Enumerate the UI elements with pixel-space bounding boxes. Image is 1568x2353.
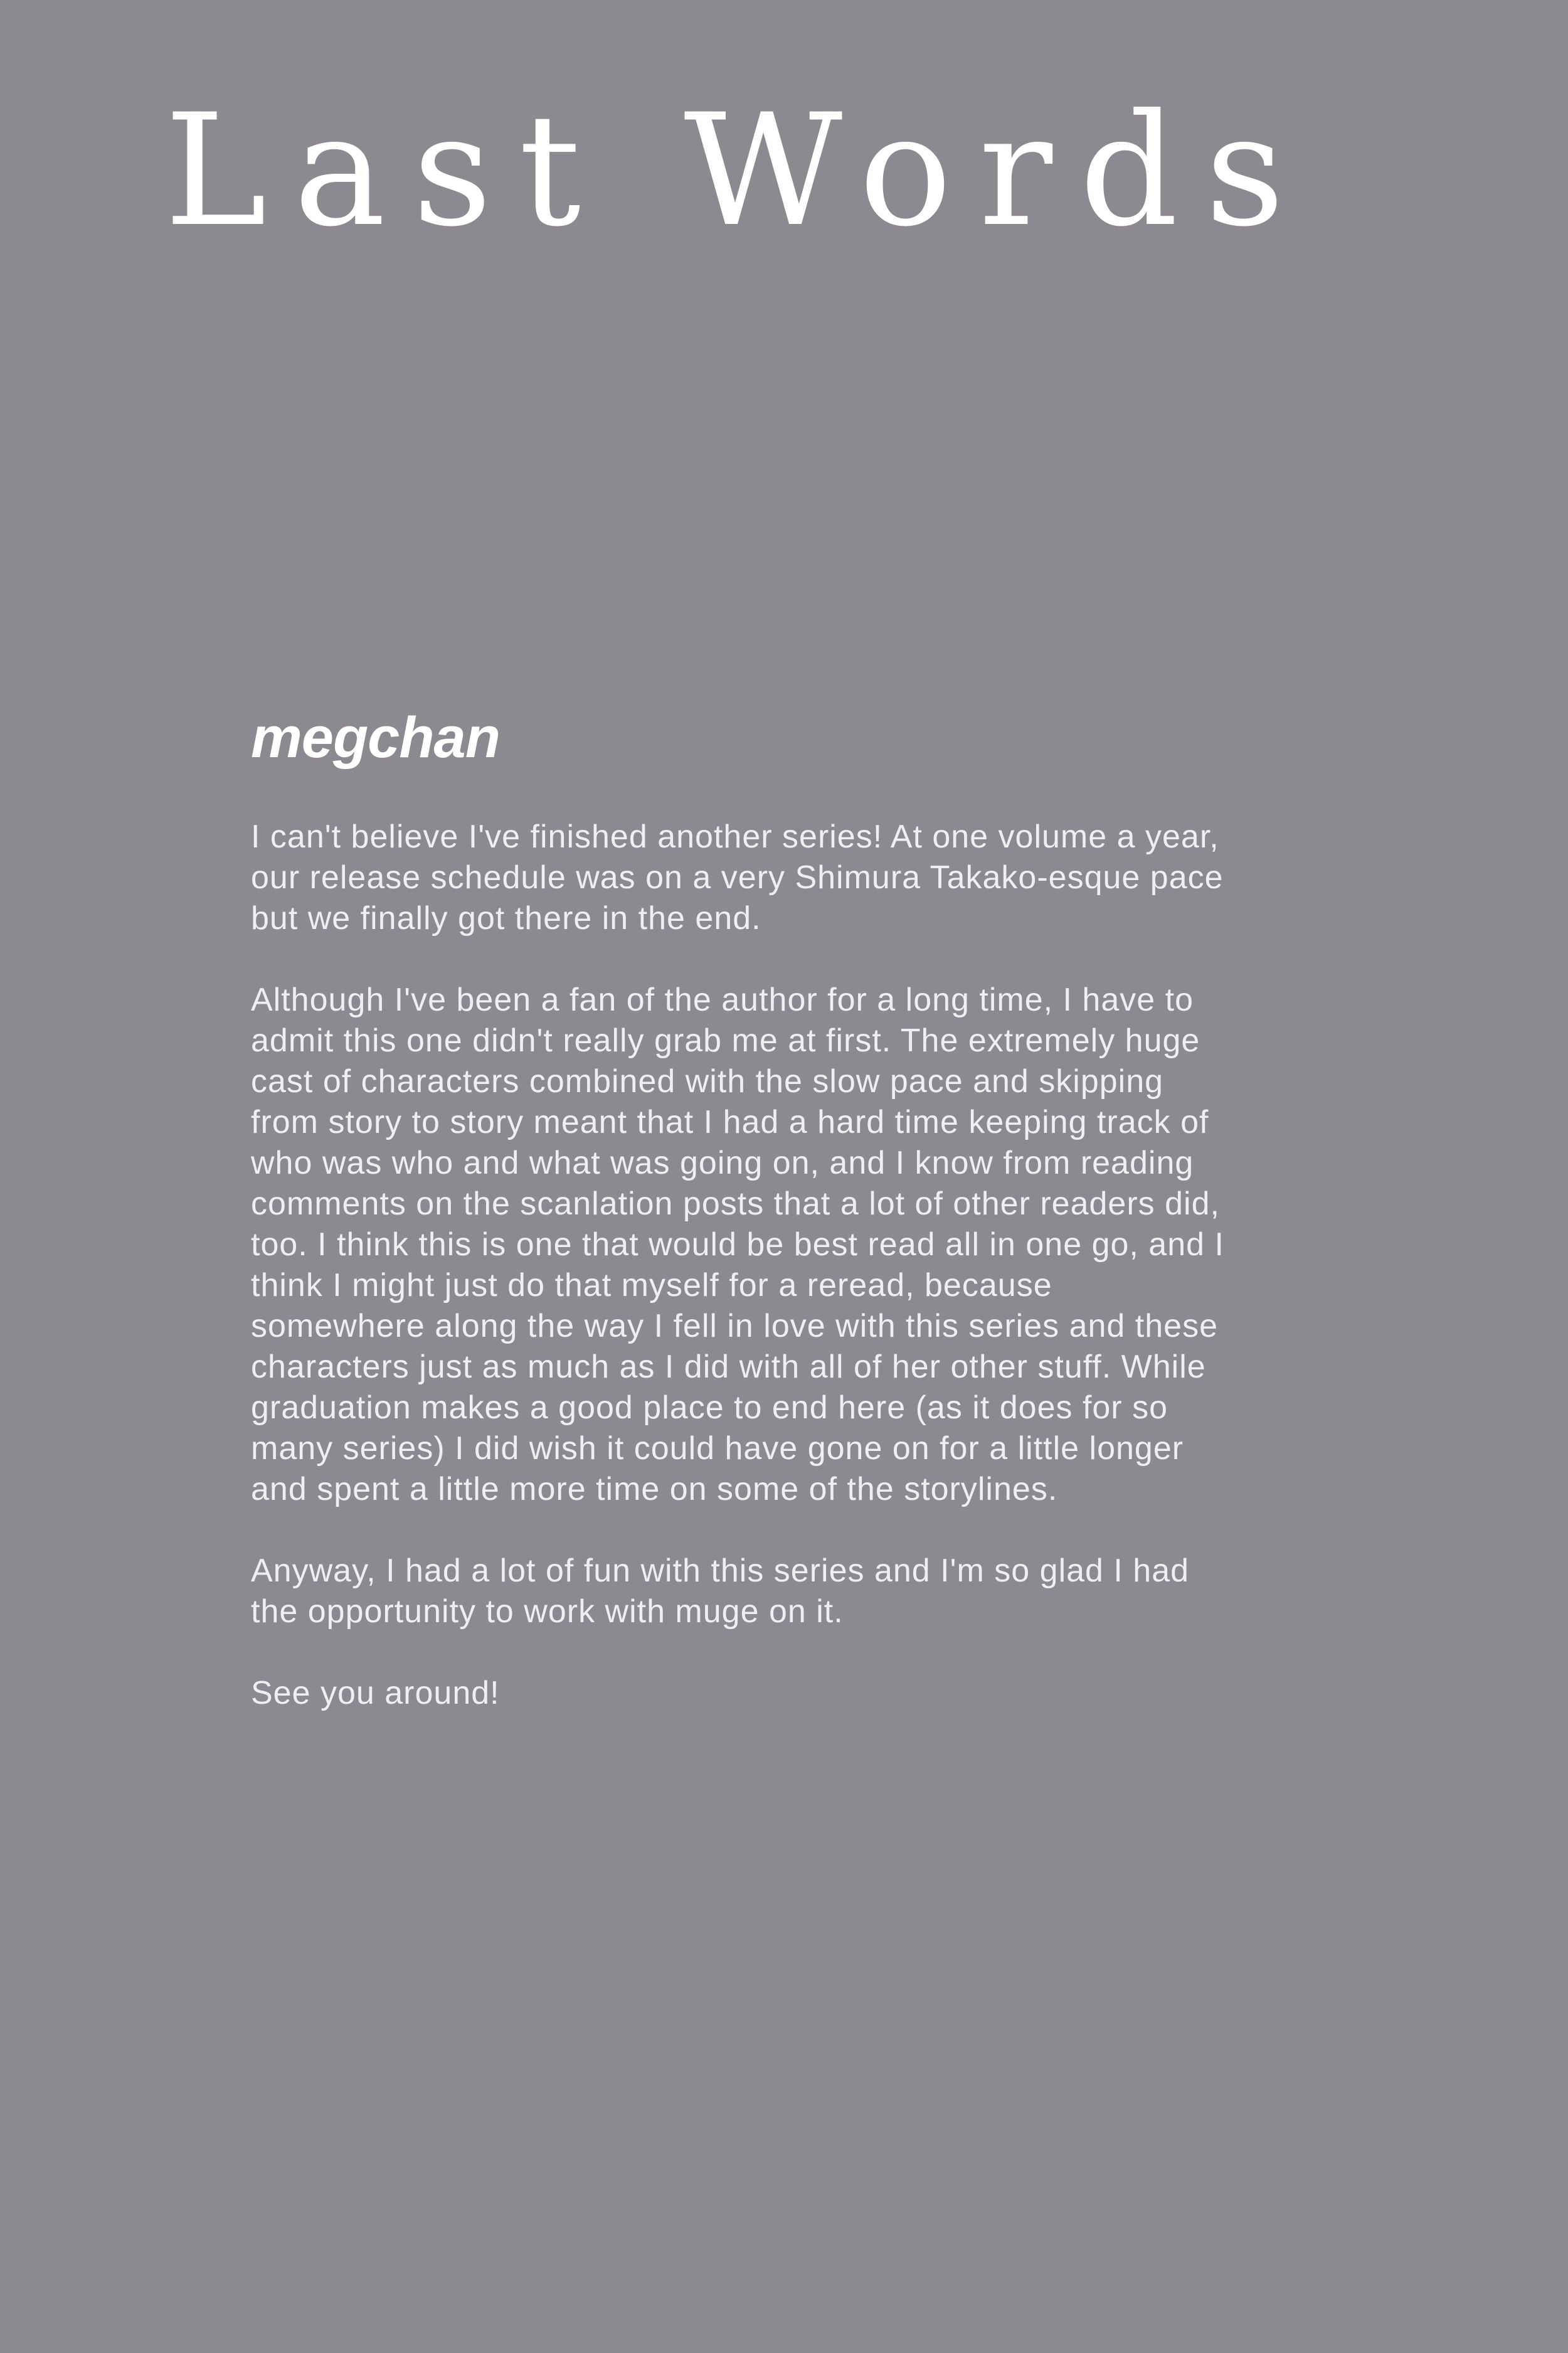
note-sign-off: See you around! bbox=[251, 1675, 500, 1711]
note-body bbox=[251, 817, 1305, 1755]
author-name: megchan bbox=[251, 706, 500, 770]
page-title: Last Words bbox=[164, 82, 1311, 261]
note-paragraph: I can't believe I've finished another series! At one volume a year, our release schedule was on a very Shimura Takako-esque pace but we finally got there in the end. bbox=[251, 819, 1224, 937]
note-paragraph: Although I've been a fan of the author for a long time, I have to admit this one didn't really grab me at first. The extremely huge cast of characters combined with the slow pace and skipping from story to story meant that I had a hard time keeping track of who was who and what was going on, and I know from reading comments on the scanlation posts that a lot of other readers did, too. I think this is one that would be best read all in one go, and I think I might just do that myself for a reread, because somewhere along the way I fell in love with this series and these characters just as much as I did with all of her other stuff. While graduation makes a good place to end here (as it does for so many series) I did wish it could have gone on for a little longer and spent a little more time on some of the storylines. bbox=[251, 982, 1224, 1507]
note-paragraph: Anyway, I had a lot of fun with this series and I'm so glad I had the opportunity to work with muge on it. bbox=[251, 1553, 1190, 1630]
